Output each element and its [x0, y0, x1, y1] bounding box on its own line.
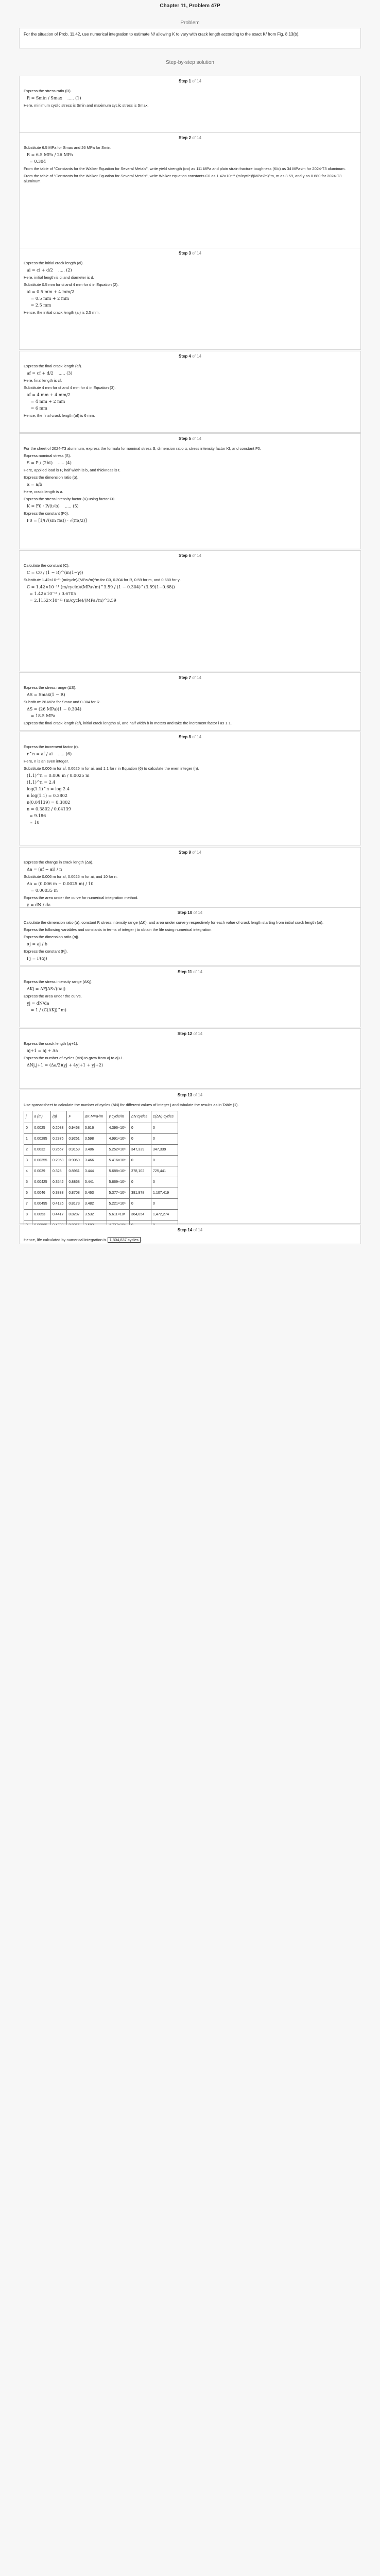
equation: n(0.04139) = 0.3802	[27, 800, 71, 805]
step-text: Here, minimum cyclic stress is Smin and maximum cyclic stress is Smax.	[24, 103, 149, 108]
step-text: Express the stress range (ΔS).	[24, 685, 77, 690]
problem-text: For the situation of Prob. 11.42, use numerical integration to estimate N𝑓 allowing K to vary with crack length according to the exact K𝐼 from Fig. 8.13(b).	[24, 32, 300, 37]
equation: = 0.304	[27, 159, 46, 164]
step-card	[19, 550, 361, 671]
step-card	[19, 248, 361, 350]
step-heading	[20, 351, 360, 359]
step-of: of 14	[191, 251, 202, 256]
table-cell: 0.0046	[32, 1188, 51, 1199]
step-heading	[20, 673, 360, 680]
step-text: Express the number of cycles (ΔN) to grow from aj to aj+1.	[24, 1056, 124, 1060]
step-card	[19, 1225, 361, 1244]
table-cell: 3.482	[83, 1199, 107, 1210]
step-card	[19, 351, 361, 433]
step-text: Hence, the initial crack length (ai) is 2.5 mm.	[24, 310, 100, 315]
equation: log(1.1)^n = log 2.4	[27, 787, 70, 791]
table-cell: 1	[24, 1134, 32, 1145]
equation: af = cf + d/2 ..... (3)	[27, 371, 73, 376]
step-body	[20, 1036, 360, 1073]
step-body	[20, 83, 360, 113]
equation: ΔKj = ΔFjΔS√(πaj)	[27, 987, 65, 991]
step-number: Step 13	[177, 1093, 193, 1097]
table-cell: 0.3542	[50, 1177, 66, 1188]
equation: n = 0.3802 / 0.04139	[27, 807, 71, 811]
table-cell: 0	[129, 1156, 151, 1166]
step-text: Express the dimension ratio (α).	[24, 475, 79, 480]
step-text: Here, applied load is P, half width is b, and thickness is t.	[24, 468, 120, 472]
table-cell: 0	[151, 1199, 178, 1210]
problem-card	[19, 28, 361, 48]
step-body	[20, 739, 360, 830]
table-cell: 0.3833	[50, 1188, 66, 1199]
table-cell: 0.00425	[32, 1177, 51, 1188]
step-number: Step 8	[178, 735, 191, 739]
table-row	[24, 1199, 178, 1210]
table-cell: 5.869×10⁸	[107, 1177, 129, 1188]
table-cell: 0.9261	[67, 1134, 83, 1145]
step-number: Step 5	[178, 436, 191, 441]
step-number: Step 7	[178, 675, 191, 680]
table-cell: 0	[24, 1123, 32, 1134]
step-of: of 14	[192, 970, 203, 974]
step-of: of 14	[192, 1031, 203, 1036]
step-of: of 14	[191, 735, 202, 739]
table-header-cell: F	[67, 1111, 83, 1123]
table-cell: 3.441	[83, 1177, 107, 1188]
step-card	[19, 672, 361, 731]
table-cell: 5.611×10⁸	[107, 1210, 129, 1221]
table-cell: 0	[129, 1134, 151, 1145]
equation: r^n = af / ai ..... (6)	[27, 752, 72, 756]
step-card	[19, 847, 361, 907]
table-cell: 0.0025	[32, 1123, 51, 1134]
table-cell: 3.616	[83, 1123, 107, 1134]
step-of: of 14	[191, 135, 202, 140]
table-cell: 0	[151, 1156, 178, 1166]
table-cell: 6	[24, 1188, 32, 1199]
equation: = 4 mm + 2 mm	[27, 399, 65, 404]
step-number: Step 11	[177, 970, 192, 974]
table-cell: 7	[24, 1199, 32, 1210]
step-text: Express the final crack length (af), initial crack lengths ai, and half width b in meters and take the increment factor i as 1 1.	[24, 721, 232, 725]
step-text: Express nominal stress (S).	[24, 453, 71, 458]
step-body	[20, 256, 360, 320]
step-heading	[20, 133, 360, 140]
table-cell: 1,472,274	[151, 1210, 178, 1221]
step-text: Express the constant (F0).	[24, 511, 69, 516]
step-text: Here, initial length is ci and diameter is d.	[24, 275, 94, 280]
equation: yj = dN/da	[27, 1001, 49, 1006]
table-cell: 5.416×10⁸	[107, 1156, 129, 1166]
step-card	[19, 76, 361, 137]
table-row	[24, 1177, 178, 1188]
step-text: Express the area under the curve.	[24, 994, 82, 998]
table-cell: 347,339	[129, 1145, 151, 1156]
step-heading	[20, 848, 360, 855]
equation: Δa = (af − ai) / n	[27, 867, 62, 872]
table-cell: 0.0053	[32, 1210, 51, 1221]
step-number: Step 9	[178, 850, 191, 855]
table-cell: 0.8173	[67, 1199, 83, 1210]
step-text: Here, n is an even integer.	[24, 759, 69, 764]
table-cell: 0.8287	[67, 1210, 83, 1221]
step-heading	[20, 434, 360, 441]
table-cell: 0	[151, 1123, 178, 1134]
step-text: Here, final length is cf.	[24, 378, 62, 383]
step-of: of 14	[192, 1228, 203, 1232]
table-cell: 0.9468	[67, 1123, 83, 1134]
equation: = 6 mm	[27, 406, 47, 411]
equation: α = a/b	[27, 482, 42, 487]
table-cell: 3.444	[83, 1166, 107, 1177]
equation: ≈ 10	[27, 820, 40, 825]
header	[0, 0, 380, 26]
table-cell: 5.377×10⁸	[107, 1188, 129, 1199]
cycles-table	[24, 1111, 178, 1242]
step-of: of 14	[191, 436, 202, 441]
table-cell: 0.9069	[67, 1156, 83, 1166]
step-number: Step 1	[178, 79, 191, 83]
step-body	[20, 441, 360, 528]
equation: ΔS = (26 MPa)(1 − 0.304)	[27, 707, 82, 711]
table-row	[24, 1156, 178, 1166]
equation: y = dN / da	[27, 903, 51, 907]
step-of: of 14	[191, 354, 202, 359]
step-heading	[20, 551, 360, 558]
equation: C = C0 / (1 − R)^(m(1−γ))	[27, 570, 83, 575]
table-header-cell: Σ(ΔN) cycles	[151, 1111, 178, 1123]
table-row	[24, 1210, 178, 1221]
table-cell: 4	[24, 1166, 32, 1177]
step-card	[19, 907, 361, 965]
table-cell: 0	[129, 1177, 151, 1188]
step-of: of 14	[191, 79, 202, 83]
step-heading	[20, 732, 360, 739]
table-cell: 0.8961	[67, 1166, 83, 1177]
step-text: Substitute 26 MPa for Smax and 0.304 for R.	[24, 700, 101, 704]
table-row	[24, 1123, 178, 1134]
table-cell: 0.0032	[32, 1145, 51, 1156]
table-cell: 0	[151, 1134, 178, 1145]
table-cell: 0.2375	[50, 1134, 66, 1145]
equation: = 0.5 mm + 2 mm	[27, 296, 69, 301]
step-text: Substitute 0.006 m for af, 0.0025 m for ai, and 1 1 for r in Equation (6) to calculate the even integer (n).	[24, 766, 199, 771]
table-cell: 0.2083	[50, 1123, 66, 1134]
step-text: Express the final crack length (af).	[24, 364, 82, 368]
table-cell: 3.598	[83, 1134, 107, 1145]
step-text: Substitute 6.5 MPa for Smax and 26 MPa for Smin.	[24, 145, 112, 150]
step-text: Express the constant (Fj).	[24, 949, 68, 954]
equation: n log(1.1) = 0.3802	[27, 793, 67, 798]
step-body	[20, 140, 360, 189]
table-cell: 0.00355	[32, 1156, 51, 1166]
equation: ai = 0.5 mm + 4 mm/2	[27, 290, 74, 294]
table-cell: 3	[24, 1156, 32, 1166]
step-of: of 14	[192, 1093, 203, 1097]
table-cell: 0	[151, 1177, 178, 1188]
table-header-cell: j	[24, 1111, 32, 1123]
step-text: Express the initial crack length (ai).	[24, 261, 84, 265]
step-text: Hence, life calculated by numerical integration is 1,804,837 cycles .	[24, 1238, 142, 1242]
step-of: of 14	[191, 850, 202, 855]
step-body	[20, 680, 360, 731]
equation: = 0.00035 m	[27, 888, 58, 893]
step-number: Step 3	[178, 251, 191, 256]
equation: R = 6.5 MPa / 26 MPa	[27, 152, 73, 157]
equation: ΔNj,j+1 = (Δa/2)(yj + 4yj+1 + yj+2)	[27, 1063, 103, 1067]
table-cell: 3.463	[83, 1188, 107, 1199]
table-cell: 0.0039	[32, 1166, 51, 1177]
table-cell: 5.252×10⁸	[107, 1145, 129, 1156]
page-title: Chapter 11, Problem 47P	[160, 3, 220, 9]
table-cell: 0	[129, 1199, 151, 1210]
table-header-cell: y cycle/m	[107, 1111, 129, 1123]
equation: R = Smin / Smax ..... (1)	[27, 96, 81, 100]
equation: ΔS = Smax(1 − R)	[27, 692, 65, 697]
step-heading	[20, 908, 360, 915]
step-text: Substitute 0.006 m for af, 0.0025 m for ai, and 10 for n.	[24, 874, 118, 879]
step-number: Step 10	[177, 910, 193, 915]
step-heading	[20, 248, 360, 256]
table-cell: 3.532	[83, 1210, 107, 1221]
table-cell: 4.991×10⁸	[107, 1134, 129, 1145]
problem-label: Problem	[180, 20, 200, 26]
equation: Δa = (0.006 m − 0.0025 m) / 10	[27, 882, 94, 886]
step-heading	[20, 1225, 360, 1232]
step-text: Use spreadsheet to calculate the number of cycles (ΔN) for different values of integer j and tabulate the results as in Table (1).	[24, 1103, 239, 1107]
step-text: Substitute 1.42×10⁻¹¹ (m/cycle)/(MPa√m)^m for C0, 0.304 for R, 0.59 for m, and 0.680 for γ.	[24, 578, 181, 582]
table-cell: 347,339	[151, 1145, 178, 1156]
equation: ai = ci + d/2 ..... (2)	[27, 268, 72, 273]
step-number: Step 12	[177, 1031, 193, 1036]
table-cell: 1,107,419	[151, 1188, 178, 1199]
step-number: Step 4	[178, 354, 191, 359]
table-cell: 725,441	[151, 1166, 178, 1177]
table-cell: 0.00285	[32, 1134, 51, 1145]
equation: = 9.186	[27, 814, 46, 818]
step-number: Step 2	[178, 135, 191, 140]
equation: aj+1 = aj + Δa	[27, 1048, 58, 1053]
table-header-cell: ΔK MPa√m	[83, 1111, 107, 1123]
equation: K = F0 · P/(t√b) ..... (5)	[27, 504, 79, 509]
table-cell: 0.325	[50, 1166, 66, 1177]
step-text: Here, crack length is a.	[24, 489, 63, 494]
step-text: Calculate the constant (C).	[24, 563, 70, 568]
equation: αj = aj / b	[27, 942, 47, 946]
step-heading	[20, 76, 360, 83]
step-text: Express the increment factor (r).	[24, 744, 79, 749]
table-cell: 0.8708	[67, 1188, 83, 1199]
table-header-cell: (α)	[50, 1111, 66, 1123]
table-cell: 0	[129, 1123, 151, 1134]
step-number: Step 14	[177, 1228, 193, 1232]
table-cell: 5.688×10⁸	[107, 1166, 129, 1177]
table-header-cell: ΔN cycles	[129, 1111, 151, 1123]
table-cell: 4.396×10⁸	[107, 1123, 129, 1134]
equation: S = P / (2bt) ..... (4)	[27, 461, 72, 465]
table-cell: 381,978	[129, 1188, 151, 1199]
step-text: Express the area under the curve for numerical integration method.	[24, 895, 139, 900]
step-heading	[20, 1029, 360, 1036]
final-answer: 1,804,837 cycles	[108, 1237, 141, 1243]
equation: af = 4 mm + 4 mm/2	[27, 393, 71, 397]
step-text: Express the change in crack length (Δa).	[24, 860, 94, 865]
equation: C = 1.42×10⁻¹¹ (m/cycle)/(MPa√m)^3.59 / (1 − 0.304)^(3.59(1−0.68))	[27, 585, 175, 589]
step-text: Express the stress intensity range (ΔKj).	[24, 979, 93, 984]
step-text: Express the following variables and constants in terms of integer j to obtain the life using numerical integration.	[24, 927, 213, 932]
step-card	[19, 732, 361, 845]
table-header-row	[24, 1111, 178, 1123]
solution-label: Step-by-step solution	[166, 60, 214, 65]
table-cell: 8	[24, 1210, 32, 1221]
equation: = 18.5 MPa	[27, 714, 56, 718]
table-cell: 3.466	[83, 1156, 107, 1166]
table-cell: 364,854	[129, 1210, 151, 1221]
equation: F0 = [1/(√(sin πα)) · √(πα/2)]	[27, 518, 87, 523]
table-cell: 0.9159	[67, 1145, 83, 1156]
table-cell: 0.4417	[50, 1210, 66, 1221]
step-body	[20, 558, 360, 608]
step-body	[20, 359, 360, 423]
step-body	[20, 855, 360, 912]
table-row	[24, 1145, 178, 1156]
step-body	[20, 974, 360, 1018]
step-text: Express the stress intensity factor (K) using factor F0.	[24, 497, 115, 501]
table-row	[24, 1188, 178, 1199]
step-text: Express the crack length (aj+1).	[24, 1041, 78, 1046]
table-cell: 0.2667	[50, 1145, 66, 1156]
table-cell: 0.8868	[67, 1177, 83, 1188]
step-body	[20, 1232, 360, 1248]
table-header-cell: a (m)	[32, 1111, 51, 1123]
step-card	[19, 433, 361, 549]
step-card	[19, 132, 361, 250]
step-text: Express the dimension ratio (αj).	[24, 935, 79, 939]
table-cell: 0.2958	[50, 1156, 66, 1166]
equation: = 1 / (C(ΔKj)^m)	[27, 1008, 66, 1012]
step-text: Express the stress ratio (R).	[24, 89, 72, 93]
step-text: Calculate the dimension ratio (α), constant F, stress intensity range (ΔK), and area under curve y respectively for each value of crack length starting from initial crack length (ai).	[24, 920, 324, 925]
table-cell: 0.00495	[32, 1199, 51, 1210]
step-text: Hence, the final crack length (af) is 6 mm.	[24, 413, 95, 418]
table-row	[24, 1166, 178, 1177]
equation: = 2.1152×10⁻¹¹ (m/cycle)/(MPa√m)^3.59	[27, 598, 116, 603]
step-of: of 14	[191, 675, 202, 680]
step-card	[19, 1090, 361, 1224]
step-body	[20, 915, 360, 966]
table-row	[24, 1134, 178, 1145]
equation: = 2.5 mm	[27, 303, 51, 308]
step-text: From the table of "Constants for the Walker Equation for Several Metals", write yield strength (σo) as 111 MPa and plain strain fracture toughness (KIc) as 34 MPa√m for 2024-T3 aluminum.	[24, 166, 346, 171]
table-cell: 0.4125	[50, 1199, 66, 1210]
step-card	[19, 967, 361, 1027]
step-of: of 14	[192, 910, 203, 915]
equation: = 1.42×10⁻¹¹ / 0.6705	[27, 591, 76, 596]
equation: Fj = F(αj)	[27, 956, 47, 961]
equation: (1.1)^n = 0.006 m / 0.0025 m	[27, 773, 90, 778]
step-text: For the sheet of 2024-T3 aluminum, express the formula for nominal stress S, dimension ratio α, stress intensity factor KI, and constant F0.	[24, 446, 261, 451]
step-heading	[20, 967, 360, 974]
step-text: Substitute 4 mm for cf and 4 mm for d in Equation (3).	[24, 385, 116, 390]
equation: (1.1)^n = 2.4	[27, 780, 56, 785]
step-body	[20, 1097, 360, 1245]
table-cell: 3.486	[83, 1145, 107, 1156]
step-text: Substitute 0.5 mm for ci and 4 mm for d in Equation (2).	[24, 282, 119, 287]
table-cell: 5.221×10⁸	[107, 1199, 129, 1210]
step-card	[19, 1028, 361, 1089]
table-cell: 2	[24, 1145, 32, 1156]
step-text: From the table of "Constants for the Walker Equation for Several Metals", write Walker equation constants C0 as 1.42×10⁻¹¹ (m/cycle)/(MPa√m)^m, m as 3.59, and γ as 0.680 for 2024-T3 aluminum.	[24, 174, 342, 183]
step-heading	[20, 1090, 360, 1097]
table-cell: 5	[24, 1177, 32, 1188]
table-cell: 378,102	[129, 1166, 151, 1177]
step-of: of 14	[191, 553, 202, 558]
step-number: Step 6	[178, 553, 191, 558]
